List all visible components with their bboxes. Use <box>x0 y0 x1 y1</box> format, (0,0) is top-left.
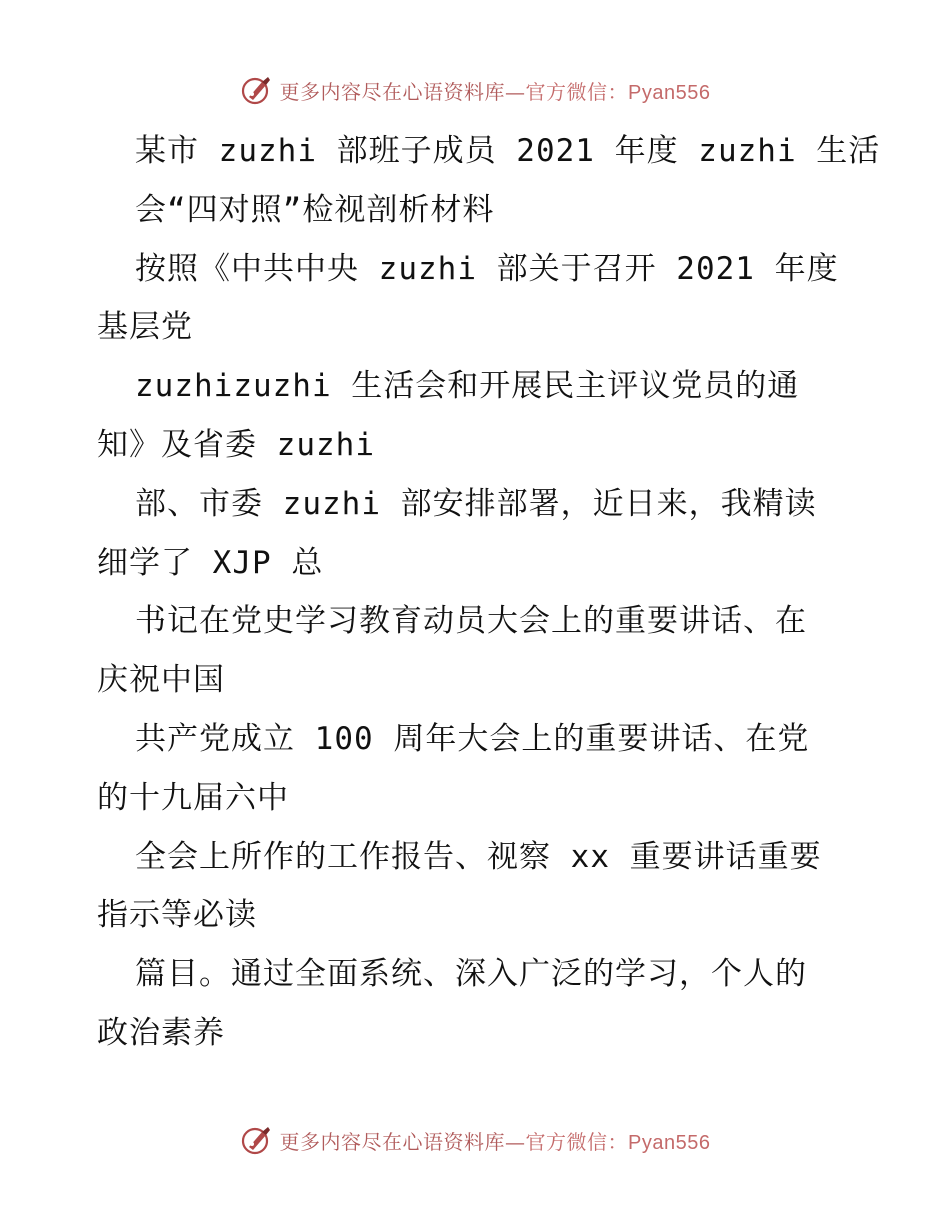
header-banner-separator: — <box>505 79 526 104</box>
footer-banner-wechat: 官方微信：Pyan556 <box>525 1131 711 1154</box>
doc-line: 部、市委 zuzhi 部安排部署，近日来，我精读 <box>135 485 817 522</box>
footer-banner-text <box>280 1126 711 1155</box>
doc-line: 指示等必读 <box>97 897 257 934</box>
doc-line: 书记在党史学习教育动员大会上的重要讲话、在 <box>135 603 807 640</box>
document-body <box>97 122 897 1063</box>
footer-banner-separator: — <box>505 1129 526 1154</box>
pen-nib-circle-icon <box>240 73 274 107</box>
header-banner-wechat: 官方微信：Pyan556 <box>525 81 711 104</box>
doc-line: 知》及省委 zuzhi <box>97 426 375 463</box>
doc-line: zuzhizuzhi 生活会和开展民主评议党员的通 <box>135 368 800 405</box>
footer-banner <box>0 1120 950 1160</box>
header-banner-text <box>280 76 711 105</box>
pen-nib-circle-icon <box>240 1123 274 1157</box>
doc-line: 庆祝中国 <box>97 662 225 699</box>
doc-line: 按照《中共中央 zuzhi 部关于召开 2021 年度 <box>135 250 839 287</box>
footer-banner-title: 更多内容尽在心语资料库 <box>279 1129 506 1154</box>
doc-line: 细学了 XJP 总 <box>97 544 324 581</box>
doc-line: 的十九届六中 <box>97 779 289 816</box>
doc-line: 篇目。通过全面系统、深入广泛的学习，个人的 <box>135 956 807 993</box>
header-banner-title: 更多内容尽在心语资料库 <box>279 79 506 104</box>
doc-line: 全会上所作的工作报告、视察 xx 重要讲话重要 <box>135 838 822 875</box>
doc-line: 某市 zuzhi 部班子成员 2021 年度 zuzhi 生活 <box>135 133 881 169</box>
doc-line: 会“四对照”检视剖析材料 <box>135 191 495 228</box>
doc-line: 政治素养 <box>97 1014 225 1051</box>
doc-line: 共产党成立 100 周年大会上的重要讲话、在党 <box>135 720 810 757</box>
doc-line: 基层党 <box>97 309 193 346</box>
header-banner <box>0 70 950 110</box>
